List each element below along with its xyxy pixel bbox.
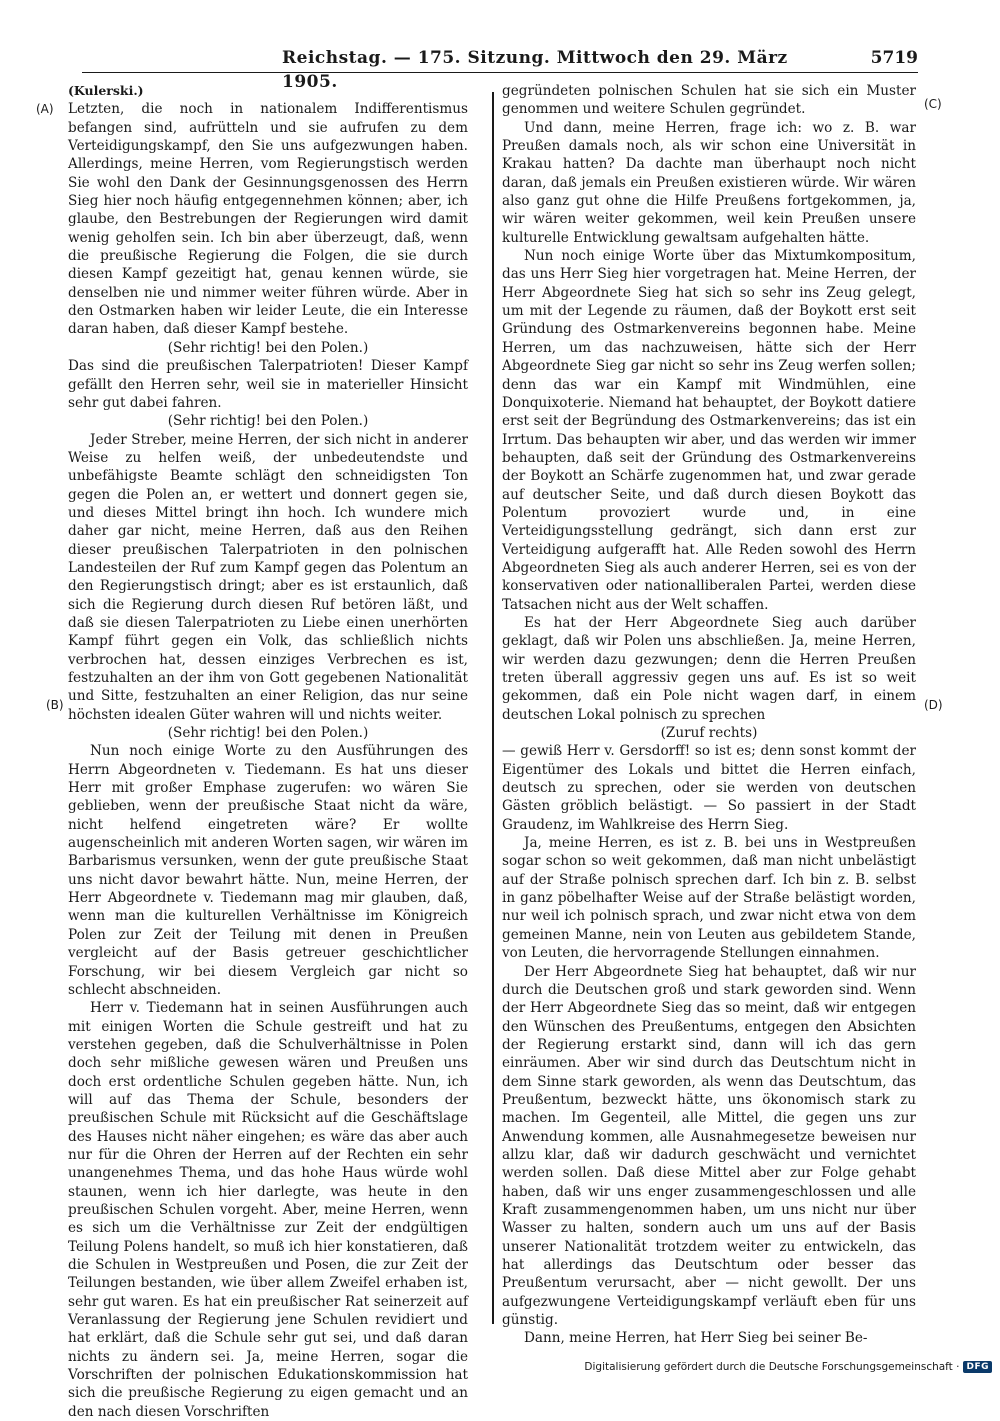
paragraph: — gewiß Herr v. Gersdorff! so ist es; denn sonst kommt der Eigentümer des Lokals und bittet die Herren einfach, deutsch zu sprechen, oder sie werden von deutschen Gästen gröblich belästigt. — So passiert in der Stadt Graudenz, im Wahlkreise des Herrn Sieg. — [502, 743, 916, 833]
paragraph: Nun noch einige Worte zu den Ausführungen des Herrn Abgeordneten v. Tiedemann. Es hat uns dieser Herr mit großer Emphase zugerufen: wo wären Sie geblieben, wenn der preußische Staat nicht da wäre, nicht helfend eingetreten wäre? Er wollte augenscheinlich mit anderen Worten sagen, wir wären im Barbarismus versunken, wenn der gute preußische Staat uns nicht davor bewahrt hätte. Nun, meine Herren, der Herr Abgeordnete v. Tiedemann mag mir glauben, daß, wenn man die kulturellen Verhältnisse im Königreich Polen zur Zeit der Teilung mit denen in Preußen vergleicht auf der Basis getreuer geschichtlicher Forschung, wir bei diesem Vergleich gar nicht so schlecht abschneiden. — [68, 743, 468, 998]
paragraph: Ja, meine Herren, es ist z. B. bei uns in Westpreußen sogar schon so weit gekommen, daß man nicht unbelästigt auf der Straße polnisch sprechen darf. Ich bin z. B. selbst in ganz pöbelhafter Weise auf der Straße belästigt worden, nur weil ich polnisch sprach, und zwar nicht etwa von dem gemeinen Manne, nein von Leuten aus gebildetem Stande, von Leuten, die hervorragende Stellungen einnahmen. — [502, 835, 916, 962]
column-divider — [492, 92, 494, 1324]
interjection: (Sehr richtig! bei den Polen.) — [167, 413, 369, 430]
margin-mark-d: (D) — [924, 698, 943, 712]
header-title: Reichstag. — 175. Sitzung. Mittwoch den 29. März 1905. — [282, 48, 788, 92]
page-number: 5719 — [870, 48, 918, 68]
footer-text: Digitalisierung gefördert durch die Deutsche Forschungsgemeinschaft · — [584, 1361, 960, 1373]
interjection: (Sehr richtig! bei den Polen.) — [167, 339, 369, 356]
paragraph: Der Herr Abgeordnete Sieg hat behauptet, daß wir nur durch die Deutschen groß und stark geworden sind. Wenn der Herr Abgeordnete Sieg das so meint, daß wir entgegen den Wünschen des Preußentums, entgegen den Absichten der Regierung erstarkt sind, dann will ich das gern einräumen. Aber wir sind durch das Deutschtum nicht in dem Sinne stark geworden, als wenn das Deutschtum, das Preußentum, bezweckt hätte, uns ökonomisch stark zu machen. Im Gegenteil, alle Mittel, die gegen uns zur Anwendung kommen, alle Ausnahmegesetze beweisen nur allzu klar, daß wir dadurch geschwächt und vernichtet werden sollen. Daß diese Mittel aber zur Folge gehabt haben, daß wir uns enger zusammengeschlossen und alle Kraft zusammengenommen haben, um uns nicht nur über Wasser zu halten, sondern auch um uns auf der Basis unserer Nationalität trotzdem weiter zu entwickeln, das hat allerdings das Deutschtum oder besser das Preußentum verursacht, aber — nicht gewollt. Der uns aufgezwungene Verteidigungskampf verläuft eben für uns günstig. — [502, 963, 916, 1329]
interjection: (Zuruf rechts) — [660, 725, 758, 742]
paragraph: Nun noch einige Worte über das Mixtumkompositum, das uns Herr Sieg hier vorgetragen hat. Meine Herren, der Herr Abgeordnete Sieg hat sich so sehr ins Zeug gelegt, um mit der Legende zu räumen, daß der Boykott erst seit Gründung des Ostmarkenvereins begonnen habe. Meine Herren, um das nachzuweisen, hätte sich der Herr Abgeordnete Sieg gar nicht so sehr ins Zeug werfen sollen; denn das war ein Kampf mit Windmühlen, eine Donquixoterie. Niemand hat behauptet, der Boykott datiere erst seit der Begründung des Ostmarkenvereins; das ist ein Irrtum. Das behaupten wir aber, und das werden wir immer behaupten, daß seit der Gründung des Ostmarkenvereins der Boykott an Schärfe zugenommen hat, und zwar gerade auf deutscher Seite, und daß durch diesen Boykott das Polentum provoziert wurde und, in eine Verteidigungsstellung gedrängt, sich dann erst zur Verteidigung aufgerafft hat. Alle Reden sowohl des Herrn Abgeordneten Sieg als auch anderer Herren, sei es von der konservativen oder nationalliberalen Partei, werden diese Tatsachen nicht aus der Welt schaffen. — [502, 248, 916, 613]
paragraph: Es hat der Herr Abgeordnete Sieg auch darüber geklagt, daß wir Polen uns abschließen. Ja, meine Herren, wir werden dazu gezwungen; denn die Herren Preußen treten überall aggressiv gegen uns auf. Es ist so weit gekommen, daß ein Pole nicht wagen darf, in einem deutschen Lokal polnisch zu sprechen — [502, 614, 916, 723]
paragraph: Jeder Streber, meine Herren, der sich nicht in anderer Weise zu helfen weiß, der unbedeutendste und unbefähigste Beamte schlägt den schneidigsten Ton gegen die Polen an, er wettert und donnert gegen sie, und dieses Mittel bringt ihn hoch. Ich wundere mich daher gar nicht, meine Herren, daß aus den Reihen dieser preußischen Talerpatrioten in den polnischen Landesteilen der Ruf zum Kampf gegen das Polentum an den Regierungstisch dringt; aber es ist erstaunlich, daß sich die Regierung durch diesen Ruf betören läßt, und daß sie diesen Talerpatrioten zu Liebe einen unerhörten Kampf führt gegen ein Volk, das schließlich nichts verbrochen hat, dessen einziges Verbrechen es ist, festzuhalten an der ihm von Gott gegebenen Nationalität und Sitte, festzuhalten an einer Religion, das nur seine höchsten idealen Güter wahren will und nichts weiter. — [68, 431, 468, 723]
dfg-logo: DFG — [963, 1361, 992, 1373]
digitization-footer — [584, 1361, 992, 1373]
paragraph: Letzten, die noch in nationalem Indifferentismus befangen sind, aufrütteln und sie aufrufen zu dem Verteidigungskampf, den Sie uns aufgezwungen haben. Allerdings, meine Herren, vom Regierungstisch werden Sie wohl den Dank der Gesinnungsgenossen des Herrn Sieg hier noch häufig entgegennehmen können; aber, ich glaube, den Bestrebungen der Regierungen wird damit wenig geholfen sein. Ich bin aber überzeugt, daß, wenn die preußische Regierung die Folgen, die sie durch diesen Kampf gezeitigt hat, genau kennen würde, sie denselben nie und nimmer weiter führen würde. Aber in den Ostmarken haben wir leider Leute, die ein Interesse daran haben, daß dieser Kampf bestehe. — [68, 101, 468, 338]
paragraph: Herr v. Tiedemann hat in seinen Ausführungen auch mit einigen Worten die Schule gestreift und hat zu verstehen gegeben, daß die Schulverhältnisse in Polen doch sehr mißliche gewesen wären und Preußen uns doch erst ordentliche Schulen gegeben hätte. Nun, ich will auf das Thema der Schule, besonders der preußischen Schule mit Rücksicht auf die Geschäftslage des Hauses nicht näher eingehen; es wäre das aber auch nur für die Ohren der Herren auf der Rechten ein sehr unangenehmes Thema, und das hohe Haus würde wohl staunen, wenn ich hier darlegte, was heute in den preußischen Schulen vorgeht. Aber, meine Herren, wenn es sich um die Verhältnisse zur Zeit der endgültigen Teilung Polens handelt, so muß ich hier konstatieren, daß die Schulen in Westpreußen und Posen, die zur Zeit der Teilungen bestanden, wie über allem Zweifel erhaben ist, sehr gut waren. Es hat ein preußischer Rat seinerzeit auf Veranlassung der Regierung jene Schulen revidiert und hat erklärt, daß die Schule sehr gut sei, und daß daran nichts zu ändern sei. Ja, meine Herren, sogar die Vorschriften der polnischen Edukationskommission hat sich die preußische Regierung zu eigen gemacht und an den nach diesen Vorschriften — [68, 1000, 468, 1420]
margin-mark-c: (C) — [924, 97, 942, 111]
interjection: (Sehr richtig! bei den Polen.) — [167, 725, 369, 742]
paragraph: Dann, meine Herren, hat Herr Sieg bei seiner Be- — [524, 1330, 868, 1347]
paragraph: gegründeten polnischen Schulen hat sie sich ein Muster genommen und weitere Schulen gegründet. — [502, 83, 916, 118]
left-column — [68, 82, 468, 1421]
page-header — [82, 46, 918, 92]
margin-mark-b: (B) — [46, 698, 64, 712]
right-column — [502, 82, 916, 1348]
paragraph: Und dann, meine Herren, frage ich: wo z. B. war Preußen damals noch, als wir schon eine Universität in Krakau hatten? Da dachte man überhaupt noch nicht daran, daß jemals ein Preußen existieren würde. Wir wären also ganz gut ohne die Hilfe Preußens fortgekommen, ja, wir wären weiter gekommen, weil kein Preußen unsere kulturelle Entwicklung gewaltsam aufgehalten hätte. — [502, 119, 916, 246]
margin-mark-a: (A) — [36, 102, 54, 116]
speaker-label: (Kulerski.) — [68, 83, 144, 98]
paragraph: Das sind die preußischen Talerpatrioten! Dieser Kampf gefällt den Herren sehr, weil sie in materieller Hinsicht sehr gut dabei fahren. — [68, 358, 468, 411]
